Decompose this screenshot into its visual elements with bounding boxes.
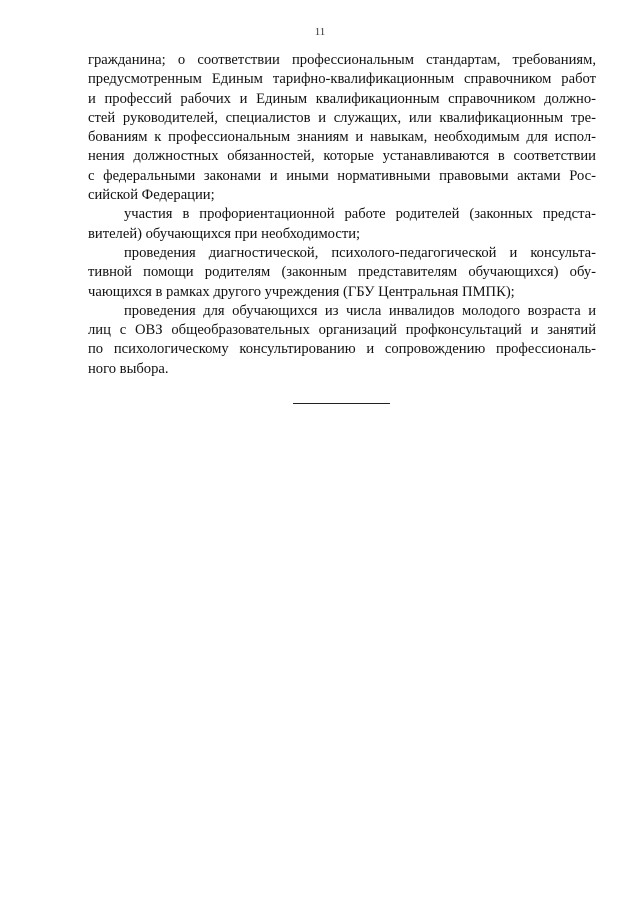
text-line: чающихся в рамках другого учреждения (ГБУ Центральная ПМПК); [88, 283, 515, 300]
text-line: проведения диагностической, психолого-педагогической и консульта- [124, 244, 596, 261]
paragraph-3 [88, 244, 596, 302]
document-body [88, 51, 596, 379]
text-line: участия в профориентационной работе родителей (законных предста- [124, 206, 596, 223]
paragraph-1 [88, 51, 596, 205]
page-number: 11 [314, 26, 326, 38]
text-line: проведения для обучающихся из числа инвалидов молодого возраста и [124, 302, 596, 319]
paragraph-4 [88, 302, 596, 379]
text-line: гражданина; о соответствии профессиональным стандартам, требованиям, [88, 52, 596, 68]
text-line: вителей) обучающихся при необходимости; [88, 225, 361, 242]
text-line: с федеральными законами и иными нормативными правовыми актами Рос- [88, 167, 596, 184]
text-line: бованиям к профессиональным знаниям и навыкам, необходимым для испол- [88, 129, 596, 146]
text-line: ного выбора. [88, 360, 169, 377]
paragraph-2 [88, 205, 596, 244]
text-line: предусмотренным Единым тарифно-квалификационным справочником работ [88, 71, 596, 88]
text-line: тивной помощи родителям (законным представителям обучающихся) обу- [88, 264, 596, 281]
text-line: по психологическому консультированию и сопровождению профессиональ- [88, 341, 596, 358]
text-line: и профессий рабочих и Единым квалификационным справочником должно- [88, 90, 596, 107]
text-line: нения должностных обязанностей, которые устанавливаются в соответствии [88, 148, 596, 165]
text-line: сийской Федерации; [88, 187, 215, 204]
text-line: стей руководителей, специалистов и служащих, или квалификационным тре- [88, 109, 596, 126]
end-of-text-rule [293, 403, 390, 404]
text-line: лиц с ОВЗ общеобразовательных организаций профконсультаций и занятий [88, 322, 596, 339]
